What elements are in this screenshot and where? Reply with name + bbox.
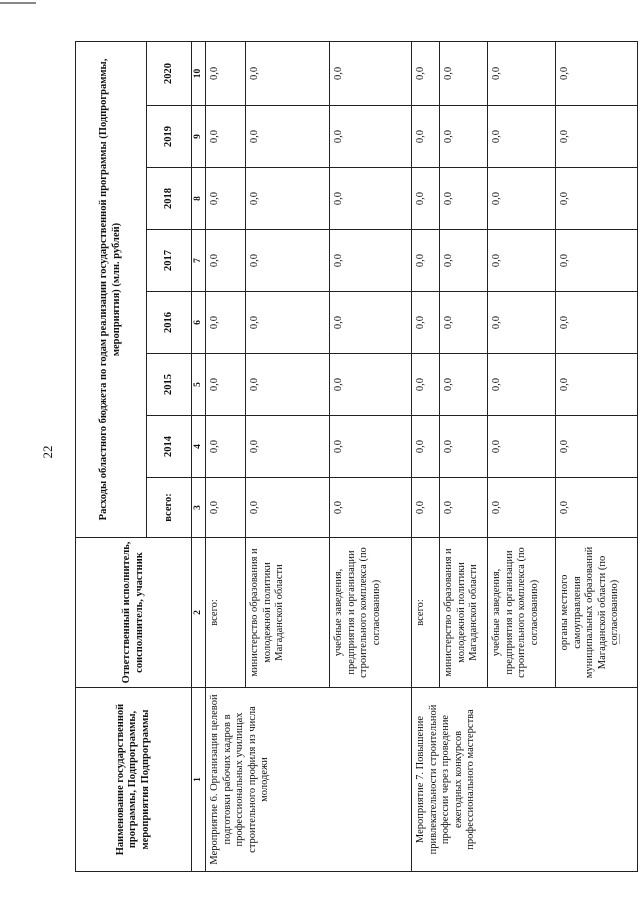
table-row (412, 41, 440, 871)
value-cell: 0,0 (330, 416, 412, 478)
value-cell: 0,0 (440, 354, 488, 416)
value-cell: 0,0 (556, 106, 638, 168)
value-cell: 0,0 (206, 416, 246, 478)
value-cell: 0,0 (412, 292, 440, 354)
value-cell: 0,0 (246, 41, 330, 105)
header-responsible-column: Ответственный исполнитель, соисполнитель, участник (76, 538, 192, 688)
scan-corner-mark (0, 2, 36, 4)
header-year: 2015 (147, 354, 192, 416)
value-cell: 0,0 (488, 478, 556, 538)
column-number: 8 (192, 168, 206, 230)
value-cell: 0,0 (556, 230, 638, 292)
header-year: 2014 (147, 416, 192, 478)
value-cell: 0,0 (556, 41, 638, 105)
value-cell: 0,0 (440, 168, 488, 230)
value-cell: 0,0 (440, 106, 488, 168)
value-cell: 0,0 (330, 354, 412, 416)
responsible-cell: учебные заведения, предприятия и организации строительного комплекса (по согласованию) (488, 538, 556, 688)
value-cell: 0,0 (556, 354, 638, 416)
responsible-cell: министерство образования и молодежной политики Магаданской области (440, 538, 488, 688)
header-name-column: Наименование государственной программы, Подпрограммы, мероприятия Подпрограммы (76, 688, 192, 872)
header-year: 2018 (147, 168, 192, 230)
value-cell: 0,0 (206, 292, 246, 354)
responsible-cell: министерство образования и молодежной политики Магаданской области (246, 538, 330, 688)
value-cell: 0,0 (412, 230, 440, 292)
value-cell: 0,0 (206, 478, 246, 538)
value-cell: 0,0 (246, 354, 330, 416)
value-cell: 0,0 (246, 416, 330, 478)
value-cell: 0,0 (412, 41, 440, 105)
value-cell: 0,0 (206, 41, 246, 105)
value-cell: 0,0 (330, 292, 412, 354)
value-cell: 0,0 (246, 230, 330, 292)
column-number: 6 (192, 292, 206, 354)
header-year: 2016 (147, 292, 192, 354)
value-cell: 0,0 (440, 41, 488, 105)
value-cell: 0,0 (246, 292, 330, 354)
value-cell: 0,0 (556, 292, 638, 354)
measure-6-name: Мероприятие 6. Организация целевой подготовки рабочих кадров в профессиональных училищах строительного профиля из числа молодежи (206, 688, 412, 872)
table-header-row (76, 41, 147, 871)
value-cell: 0,0 (246, 478, 330, 538)
value-cell: 0,0 (440, 230, 488, 292)
value-cell: 0,0 (488, 292, 556, 354)
value-cell: 0,0 (330, 106, 412, 168)
value-cell: 0,0 (206, 354, 246, 416)
column-number: 4 (192, 416, 206, 478)
responsible-cell: всего: (412, 538, 440, 688)
value-cell: 0,0 (488, 168, 556, 230)
table-row (206, 41, 246, 871)
value-cell: 0,0 (412, 106, 440, 168)
column-number: 3 (192, 478, 206, 538)
value-cell: 0,0 (440, 478, 488, 538)
value-cell: 0,0 (440, 292, 488, 354)
value-cell: 0,0 (412, 416, 440, 478)
value-cell: 0,0 (330, 41, 412, 105)
rotated-table-container (75, 42, 621, 872)
value-cell: 0,0 (488, 416, 556, 478)
value-cell: 0,0 (330, 230, 412, 292)
value-cell: 0,0 (330, 478, 412, 538)
column-number: 7 (192, 230, 206, 292)
value-cell: 0,0 (206, 106, 246, 168)
header-year: 2020 (147, 41, 192, 105)
value-cell: 0,0 (412, 354, 440, 416)
value-cell: 0,0 (412, 478, 440, 538)
value-cell: 0,0 (330, 168, 412, 230)
value-cell: 0,0 (206, 168, 246, 230)
value-cell: 0,0 (412, 168, 440, 230)
value-cell: 0,0 (488, 41, 556, 105)
value-cell: 0,0 (556, 478, 638, 538)
header-year: 2019 (147, 106, 192, 168)
value-cell: 0,0 (488, 230, 556, 292)
page-number: 22 (40, 445, 55, 459)
responsible-cell: органы местного самоуправления муниципальных образований Магаданской области (по согласованию) (556, 538, 638, 688)
value-cell: 0,0 (246, 106, 330, 168)
column-number-row (192, 41, 206, 871)
column-number: 10 (192, 41, 206, 105)
header-year: 2017 (147, 230, 192, 292)
value-cell: 0,0 (246, 168, 330, 230)
budget-table (75, 41, 638, 872)
responsible-cell: всего: (206, 538, 246, 688)
header-expenses: Расходы областного бюджета по годам реализации государственной программы (Подпрограммы, мероприятия) (млн. рублей) (76, 41, 147, 537)
column-number: 5 (192, 354, 206, 416)
header-total: всего: (147, 478, 192, 538)
measure-7-name: Мероприятие 7. Повышение привлекательности строительной профессии через проведение ежегодных конкурсов профессионального мастерства (412, 688, 638, 872)
column-number: 1 (192, 688, 206, 872)
column-number: 9 (192, 106, 206, 168)
responsible-cell: учебные заведения, предприятия и организации строительного комплекса (по согласованию) (330, 538, 412, 688)
value-cell: 0,0 (556, 416, 638, 478)
column-number: 2 (192, 538, 206, 688)
value-cell: 0,0 (488, 106, 556, 168)
value-cell: 0,0 (488, 354, 556, 416)
value-cell: 0,0 (556, 168, 638, 230)
value-cell: 0,0 (440, 416, 488, 478)
value-cell: 0,0 (206, 230, 246, 292)
